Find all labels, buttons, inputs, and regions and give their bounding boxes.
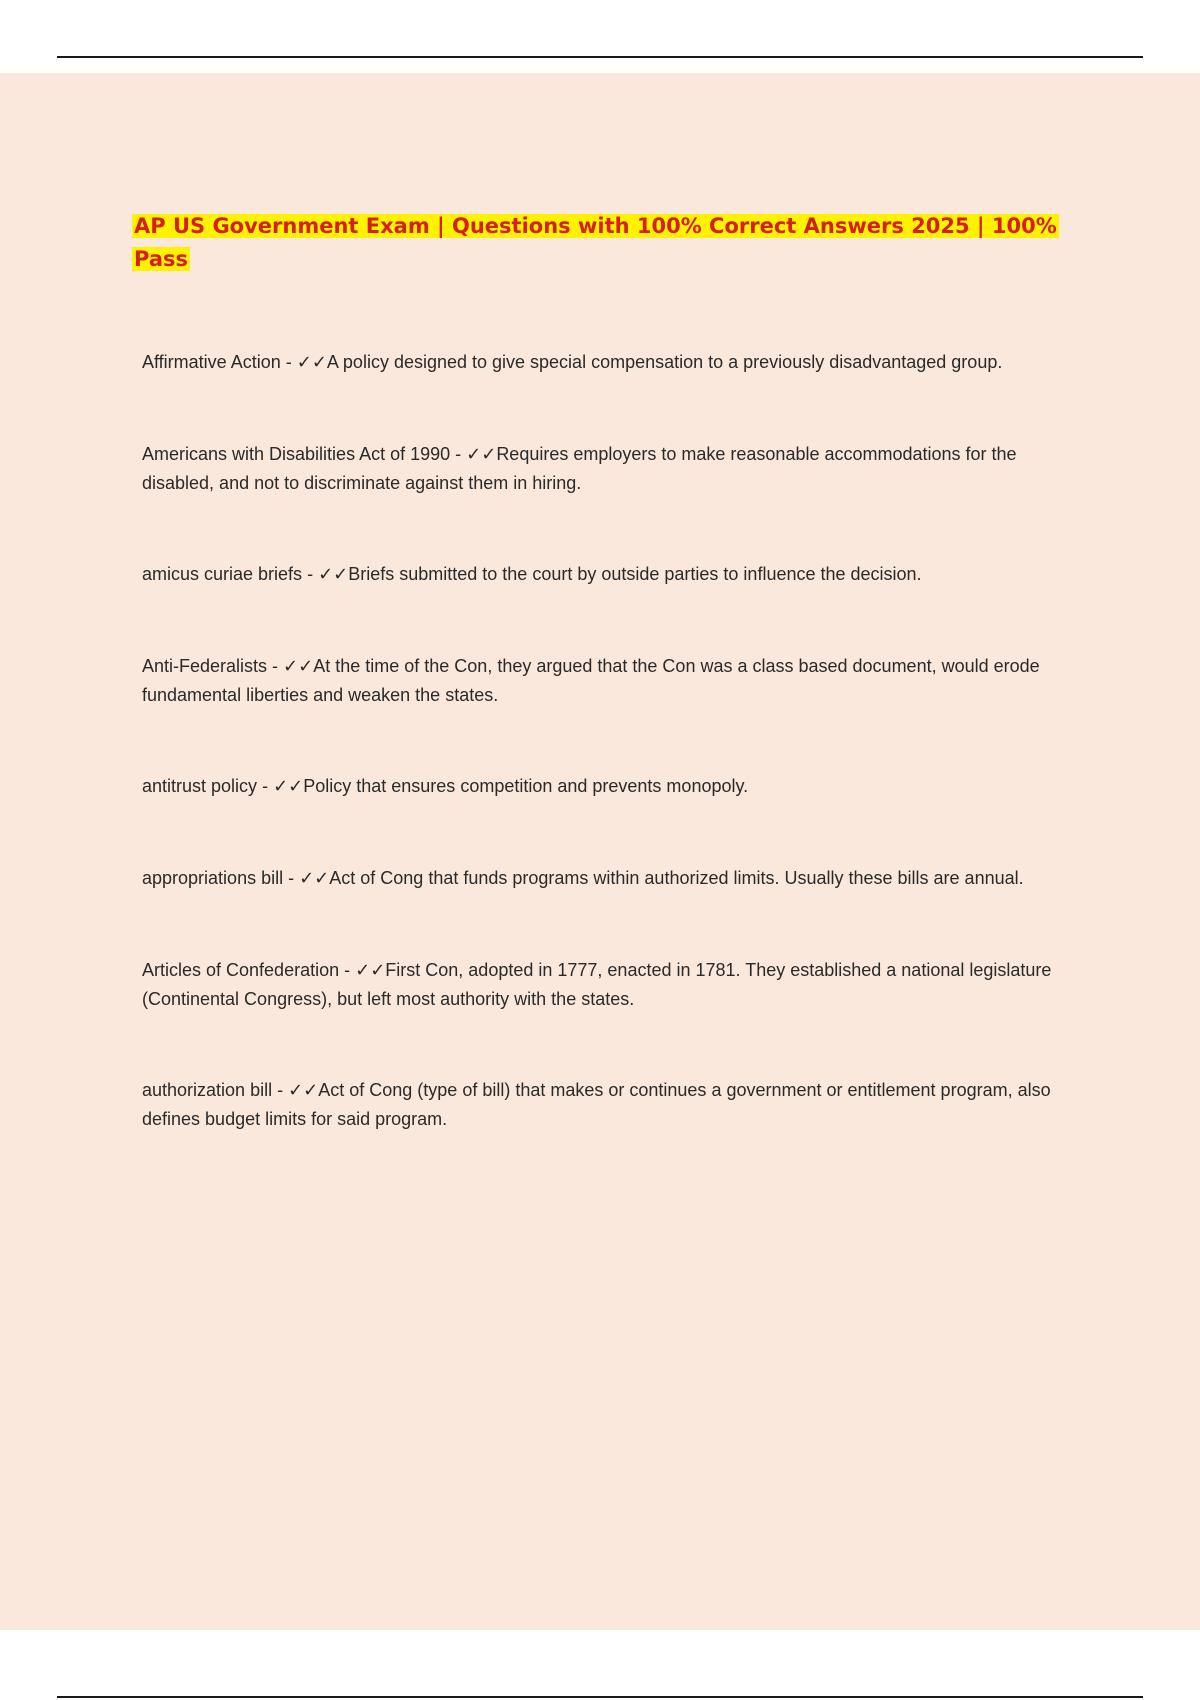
document-content <box>132 210 1062 1196</box>
glossary-entry <box>142 652 1062 709</box>
check-marks-icon: ✓✓ <box>355 960 386 981</box>
check-marks-icon: ✓✓ <box>299 868 330 889</box>
check-marks-icon: ✓✓ <box>318 564 349 585</box>
entry-definition: Act of Cong (type of bill) that makes or continues a government or entitlement program, also defines budget limits for said program. <box>142 1080 1051 1129</box>
glossary-list <box>132 348 1062 1133</box>
entry-separator: - <box>280 352 297 372</box>
check-marks-icon: ✓✓ <box>283 656 314 677</box>
entry-definition: Briefs submitted to the court by outside parties to influence the decision. <box>348 564 922 584</box>
entry-term: Affirmative Action <box>142 352 281 372</box>
entry-term: appropriations bill <box>142 868 284 888</box>
glossary-entry <box>142 348 1062 377</box>
document-title <box>132 210 1062 276</box>
glossary-entry <box>142 1076 1062 1133</box>
entry-definition: First Con, adopted in 1777, enacted in 1781. They established a national legislature (Continental Congress), but left most authority with the states. <box>142 960 1052 1009</box>
entry-separator: - <box>283 868 300 888</box>
entry-term: antitrust policy <box>142 776 258 796</box>
glossary-entry <box>142 864 1062 893</box>
document-title-text: AP US Government Exam | Questions with 100% Correct Answers 2025 | 100% Pass <box>134 214 1057 271</box>
entry-definition: Policy that ensures competition and prevents monopoly. <box>303 776 749 796</box>
glossary-entry <box>142 772 1062 801</box>
entry-term: Articles of Confederation <box>142 960 340 980</box>
entry-definition: Act of Cong that funds programs within authorized limits. Usually these bills are annual. <box>329 868 1024 888</box>
entry-term: amicus curiae briefs <box>142 564 303 584</box>
entry-term: authorization bill <box>142 1080 273 1100</box>
entry-definition: Requires employers to make reasonable accommodations for the disabled, and not to discriminate against them in hiring. <box>142 444 1017 493</box>
entry-definition: At the time of the Con, they argued that the Con was a class based document, would erode fundamental liberties and weaken the states. <box>142 656 1040 705</box>
check-marks-icon: ✓✓ <box>296 352 327 373</box>
entry-separator: - <box>257 776 274 796</box>
entry-term: Anti-Federalists <box>142 656 268 676</box>
entry-separator: - <box>272 1080 289 1100</box>
entry-separator: - <box>302 564 319 584</box>
glossary-entry <box>142 956 1062 1013</box>
check-marks-icon: ✓✓ <box>273 776 304 797</box>
bottom-rule <box>57 1696 1143 1698</box>
glossary-entry <box>142 440 1062 497</box>
entry-definition: A policy designed to give special compensation to a previously disadvantaged group. <box>326 352 1003 372</box>
glossary-entry <box>142 560 1062 589</box>
entry-separator: - <box>339 960 356 980</box>
check-marks-icon: ✓✓ <box>466 444 497 465</box>
entry-separator: - <box>267 656 284 676</box>
entry-term: Americans with Disabilities Act of 1990 <box>142 444 451 464</box>
entry-separator: - <box>450 444 467 464</box>
check-marks-icon: ✓✓ <box>288 1080 319 1101</box>
top-rule <box>57 56 1143 58</box>
